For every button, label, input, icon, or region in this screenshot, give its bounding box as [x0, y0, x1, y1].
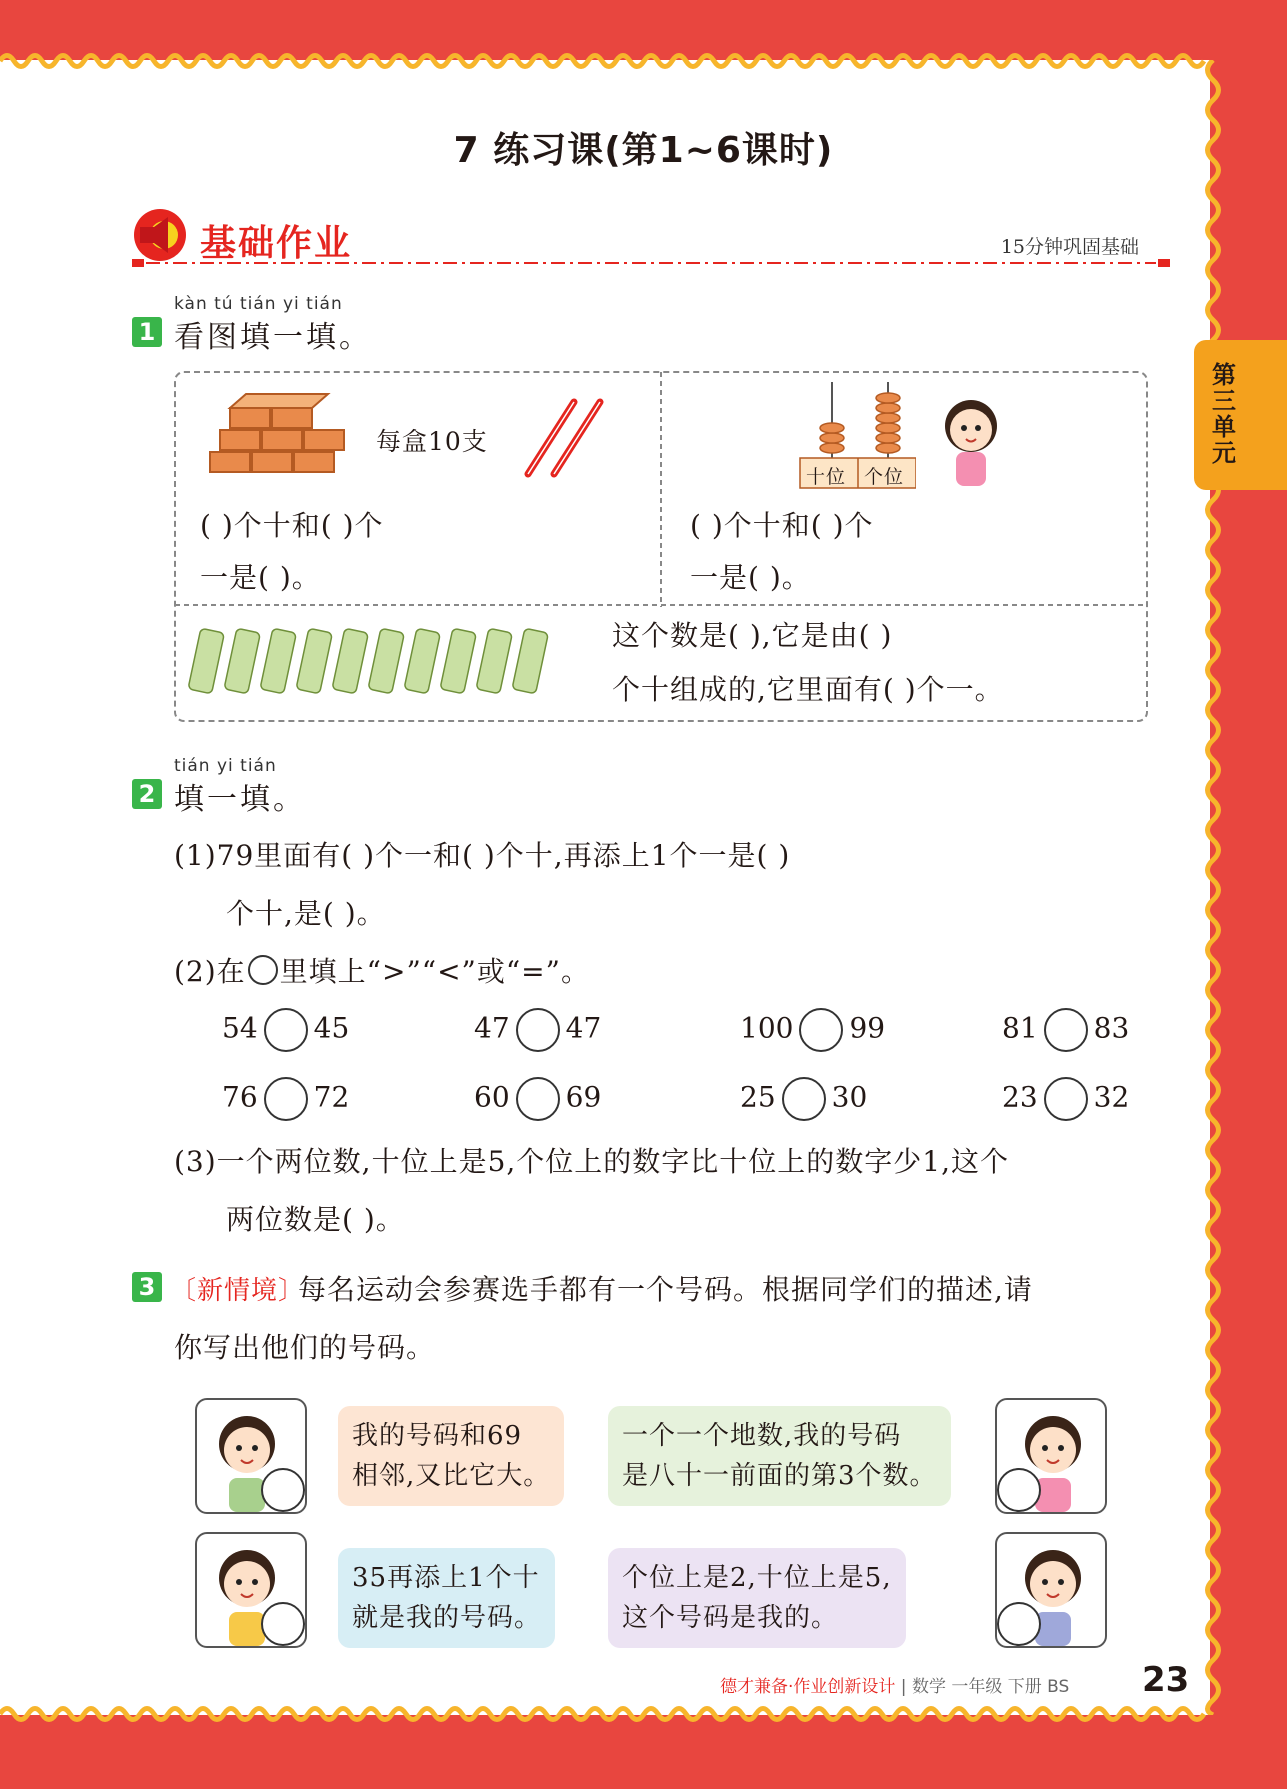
section-divider [132, 258, 1172, 268]
footer-text [720, 1672, 1069, 1697]
compare-item: 60 69 [474, 1077, 601, 1121]
unit-side-tab [1194, 340, 1287, 490]
footer-separator: | [895, 1677, 912, 1697]
q3-line1: 每名运动会参赛选手都有一个号码。根据同学们的描述,请 [298, 1273, 1033, 1306]
compare-answer-circle[interactable] [1044, 1008, 1088, 1052]
megaphone-icon [130, 205, 190, 265]
compare-answer-circle[interactable] [1044, 1077, 1088, 1121]
q1-box-horizontal-divider [175, 604, 1144, 606]
girl-picture [938, 392, 1004, 490]
abacus-tens-label: 十位 [806, 466, 847, 488]
pencils-picture [518, 398, 610, 478]
footer-brand: 德才兼备·作业创新设计 [720, 1677, 896, 1697]
speech-bubble: 我的号码和69 相邻,又比它大。 [338, 1406, 564, 1506]
q3-new-context-tag: 〔新情境〕 [170, 1276, 306, 1306]
compare-item: 76 72 [222, 1077, 349, 1121]
compare-item: 47 47 [474, 1008, 601, 1052]
q2-part1-line1: (1)79里面有( )个一和( )个十,再添上1个一是( ) [174, 839, 791, 872]
q2-part2-instruction [174, 950, 590, 990]
q2-title: 填一填。 [174, 782, 306, 817]
bottom-wave-border [0, 1703, 1210, 1725]
q2-number: 2 [132, 779, 162, 809]
q3-number: 3 [132, 1272, 162, 1302]
abacus-ones-label: 个位 [864, 466, 905, 488]
q3-line2: 你写出他们的号码。 [174, 1331, 436, 1364]
q1-box-vertical-divider [660, 372, 662, 607]
speech-bubble: 个位上是2,十位上是5, 这个号码是我的。 [608, 1548, 906, 1648]
right-wave-border [1202, 60, 1224, 1715]
compare-item: 23 32 [1002, 1077, 1129, 1121]
q1-pinyin: kàn tú tián yi tián [174, 294, 343, 314]
compare-answer-circle[interactable] [799, 1008, 843, 1052]
page-title: 7 练习课(第1~6课时) [453, 130, 834, 171]
number-answer-circle[interactable] [261, 1602, 305, 1646]
page-number: 23 [1142, 1660, 1190, 1700]
compare-item: 81 83 [1002, 1008, 1129, 1052]
q1-number: 1 [132, 317, 162, 347]
q1-bottom-line2: 个十组成的,它里面有( )个一。 [612, 673, 1004, 706]
q1-title: 看图填一填。 [174, 320, 372, 355]
compare-answer-circle[interactable] [264, 1077, 308, 1121]
number-answer-circle[interactable] [997, 1468, 1041, 1512]
compare-item: 54 45 [222, 1008, 349, 1052]
section-subtitle: 15分钟巩固基础 [1000, 236, 1139, 258]
speech-bubble: 一个一个地数,我的号码 是八十一前面的第3个数。 [608, 1406, 951, 1506]
speech-bubble: 35再添上1个十 就是我的号码。 [338, 1548, 555, 1648]
compare-item: 25 30 [740, 1077, 867, 1121]
q2-part2-suffix: 里填上“>”“<”或“=”。 [279, 955, 590, 988]
top-wave-border [0, 50, 1210, 72]
footer-meta: 数学 一年级 下册 BS [911, 1677, 1070, 1697]
q2-part3-line1: (3)一个两位数,十位上是5,个位上的数字比十位上的数字少1,这个 [174, 1145, 1009, 1178]
compare-answer-circle[interactable] [782, 1077, 826, 1121]
q1-bottom-line1: 这个数是( ),它是由( ) [612, 619, 893, 652]
boy2-picture [195, 1532, 307, 1648]
pencil-boxes-picture [206, 390, 348, 488]
girl1-picture [995, 1398, 1107, 1514]
section-heading: 基础作业 [200, 223, 353, 264]
boy1-picture [195, 1398, 307, 1514]
q2-part2-prefix: (2)在 [174, 955, 246, 988]
q1-right-line2: 一是( )。 [690, 561, 811, 594]
number-answer-circle[interactable] [997, 1602, 1041, 1646]
q1-left-line1: ( )个十和( )个 [200, 509, 384, 542]
q1-right-line1: ( )个十和( )个 [690, 509, 874, 542]
compare-circle-icon [248, 955, 278, 985]
q2-part3-line2: 两位数是( )。 [226, 1203, 405, 1236]
stick-bundles-picture [180, 622, 580, 704]
q2-part1-line2: 个十,是( )。 [226, 897, 386, 930]
number-answer-circle[interactable] [261, 1468, 305, 1512]
compare-answer-circle[interactable] [516, 1008, 560, 1052]
compare-item: 100 99 [740, 1008, 885, 1052]
compare-answer-circle[interactable] [264, 1008, 308, 1052]
q2-pinyin: tián yi tián [174, 756, 277, 776]
pencil-box-label: 每盒10支 [376, 427, 488, 456]
unit-side-tab-label: 第三单元 [1212, 361, 1236, 467]
q1-left-line2: 一是( )。 [200, 561, 321, 594]
girl2-picture [995, 1532, 1107, 1648]
compare-answer-circle[interactable] [516, 1077, 560, 1121]
